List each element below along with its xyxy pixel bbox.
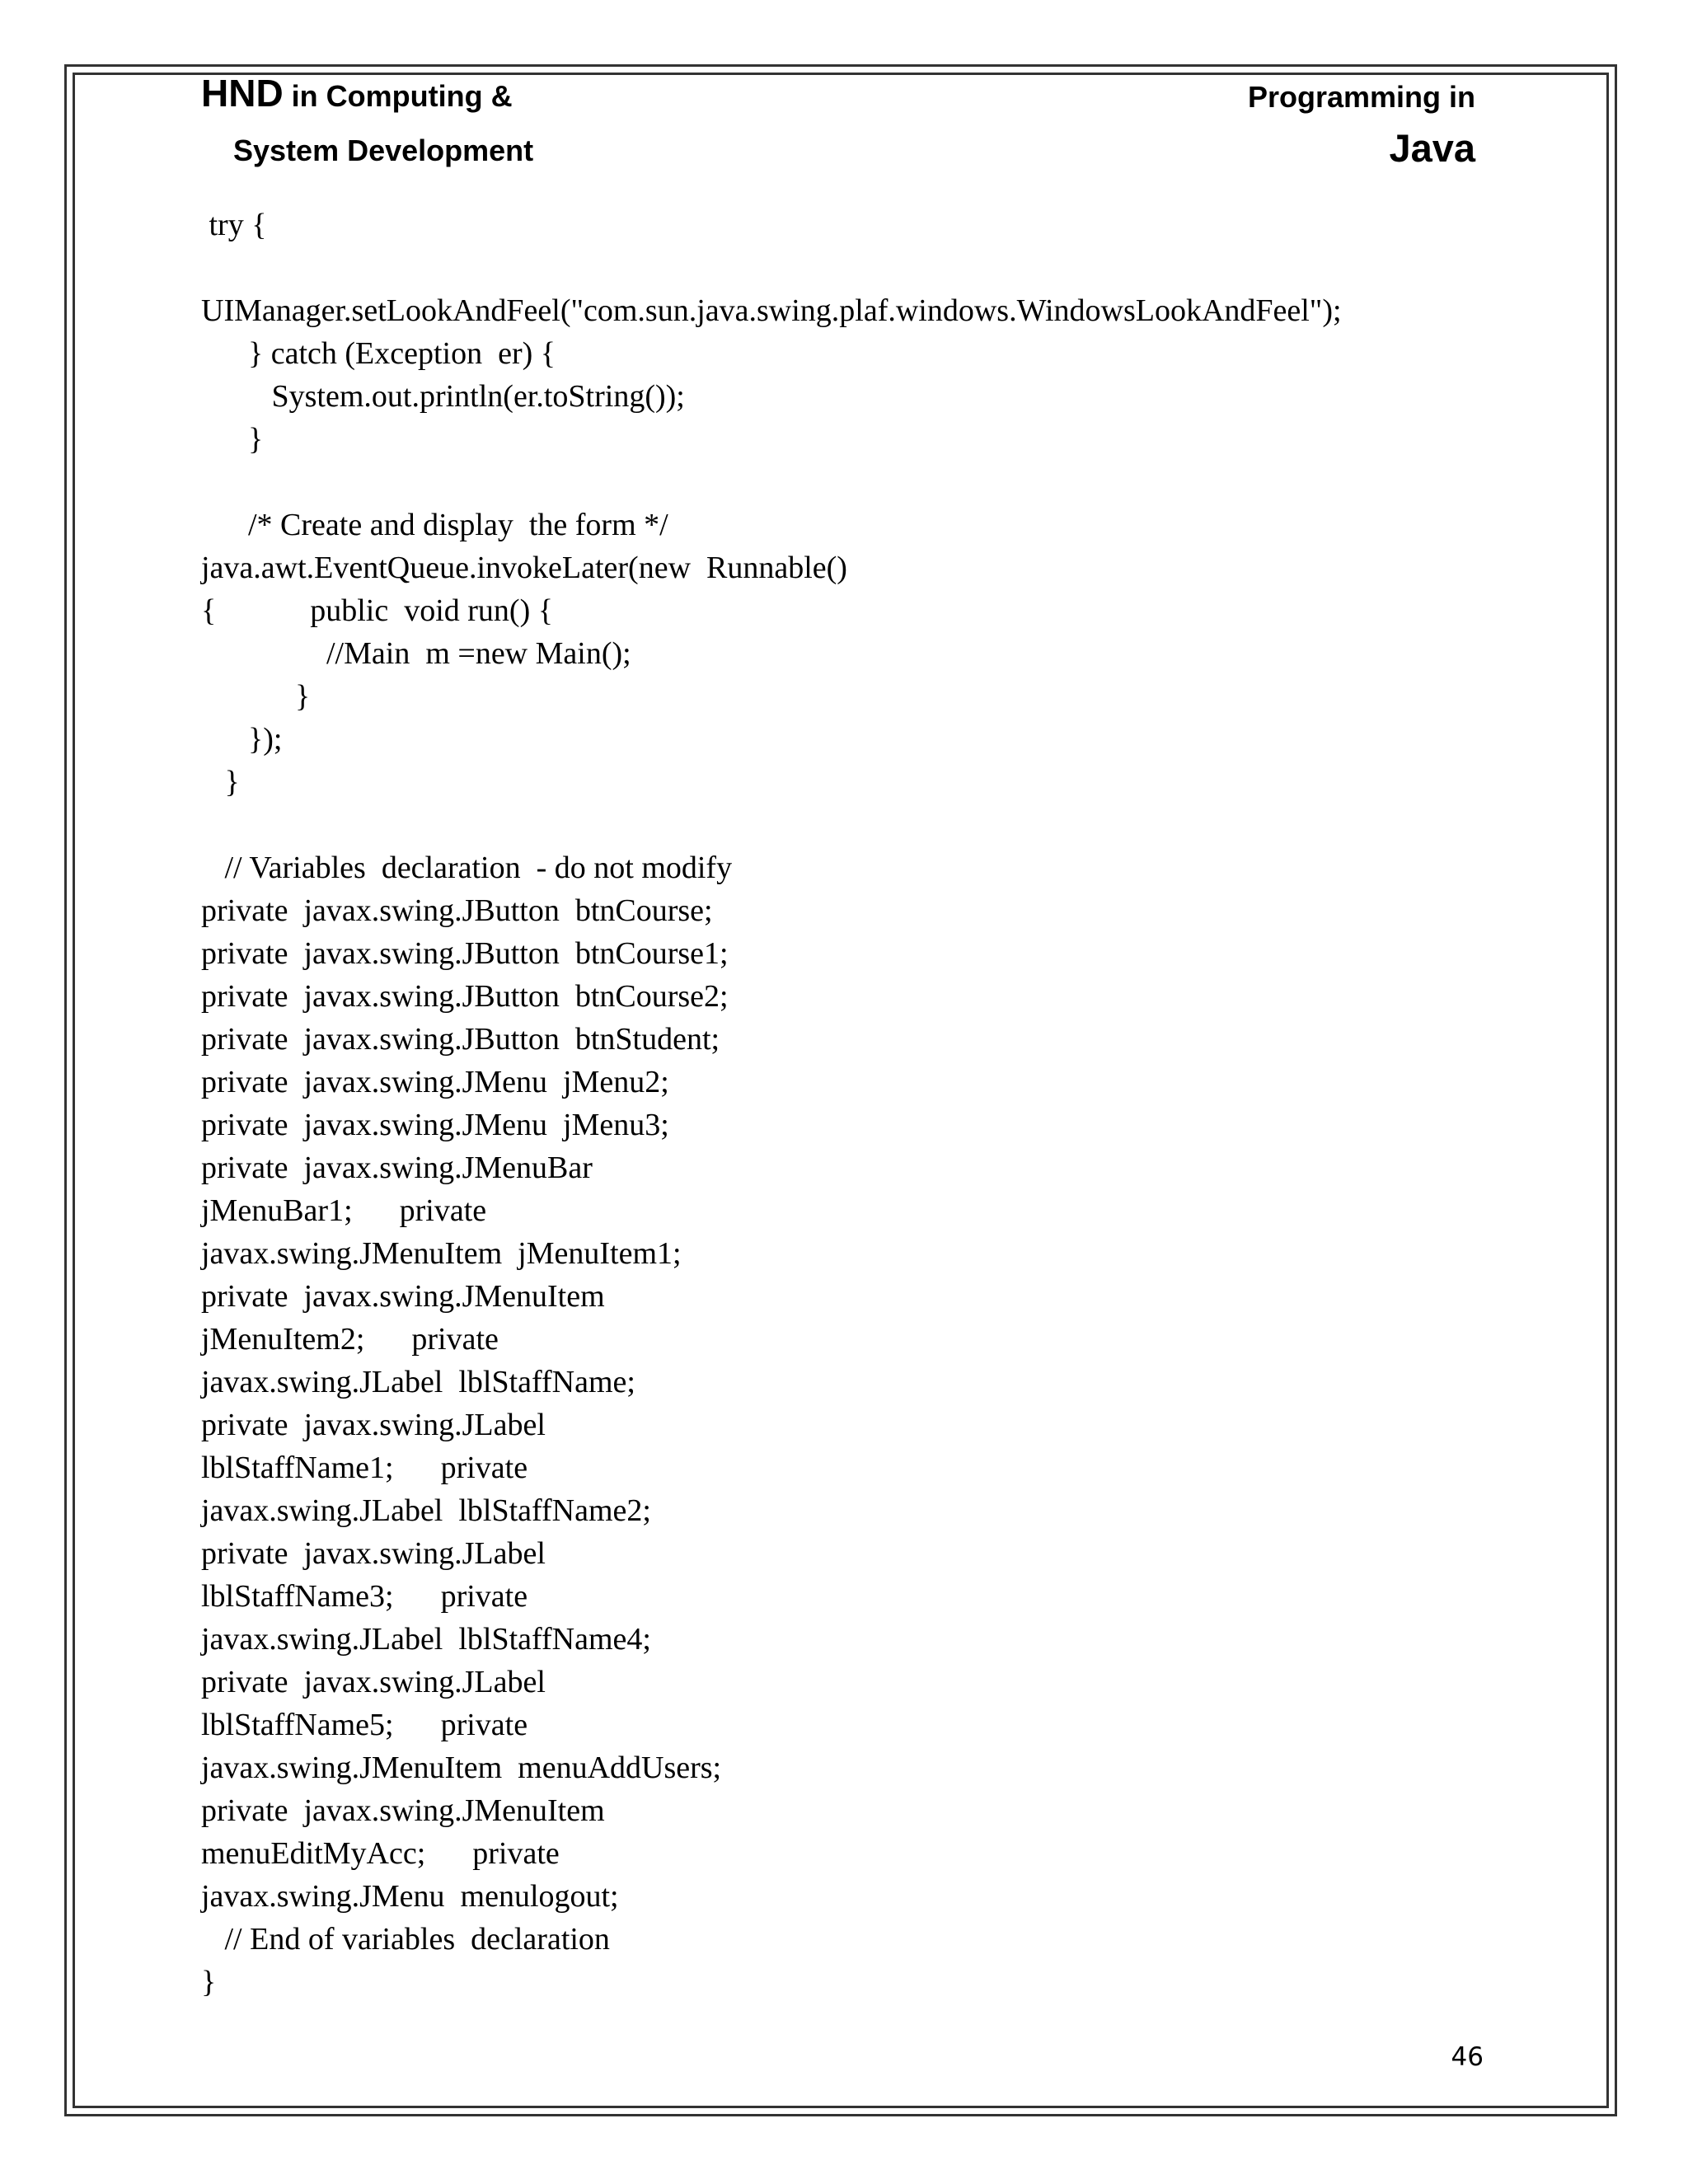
- code-line: System.out.println(er.toString());: [201, 379, 685, 414]
- code-line: }: [201, 765, 240, 799]
- code-line: });: [201, 722, 283, 757]
- code-line: }: [201, 679, 311, 714]
- header-programming-in: Programming in: [1247, 80, 1475, 114]
- code-line: /* Create and display the form */: [201, 508, 668, 542]
- code-line: // End of variables declaration: [201, 1922, 610, 1957]
- code-line: lblStaffName3; private: [201, 1579, 528, 1614]
- code-line: private javax.swing.JButton btnCourse;: [201, 893, 713, 928]
- code-line: javax.swing.JLabel lblStaffName2;: [201, 1493, 651, 1528]
- code-line: javax.swing.JMenuItem menuAddUsers;: [201, 1750, 722, 1785]
- header-system-development: System Development: [233, 134, 534, 167]
- code-line: UIManager.setLookAndFeel("com.sun.java.swing.plaf.windows.WindowsLookAndFeel");: [201, 293, 1342, 328]
- header-in-computing: in Computing &: [283, 79, 513, 113]
- code-line: javax.swing.JMenuItem jMenuItem1;: [201, 1236, 682, 1271]
- code-line: menuEditMyAcc; private: [201, 1836, 560, 1871]
- header-java: Java: [1389, 126, 1475, 170]
- code-line: lblStaffName5; private: [201, 1708, 528, 1742]
- code-line: java.awt.EventQueue.invokeLater(new Runnable(): [201, 551, 847, 585]
- header-hnd: HND: [201, 72, 284, 115]
- code-line: private javax.swing.JLabel: [201, 1408, 546, 1442]
- code-line: private javax.swing.JButton btnCourse2;: [201, 979, 729, 1014]
- code-line: // Variables declaration - do not modify: [201, 851, 733, 885]
- code-line: [201, 246, 1342, 289]
- code-line: private javax.swing.JMenu jMenu2;: [201, 1065, 669, 1099]
- code-line: private javax.swing.JButton btnStudent;: [201, 1022, 720, 1057]
- code-line: jMenuItem2; private: [201, 1322, 499, 1357]
- code-line: javax.swing.JLabel lblStaffName4;: [201, 1622, 651, 1657]
- code-line: { public void run() {: [201, 593, 553, 628]
- code-listing: [201, 204, 1342, 2004]
- code-line: jMenuBar1; private: [201, 1193, 487, 1228]
- code-line: //Main m =new Main();: [201, 636, 631, 671]
- code-line: private javax.swing.JMenu jMenu3;: [201, 1108, 669, 1142]
- code-line: try {: [201, 208, 267, 242]
- code-line: lblStaffName1; private: [201, 1451, 528, 1485]
- header-course-title: [201, 71, 513, 115]
- code-line: private javax.swing.JLabel: [201, 1665, 546, 1699]
- code-line: private javax.swing.JButton btnCourse1;: [201, 936, 729, 971]
- code-line: }: [201, 1965, 217, 1999]
- code-line: private javax.swing.JMenuItem: [201, 1279, 605, 1314]
- code-line: }: [201, 422, 264, 457]
- code-line: javax.swing.JLabel lblStaffName;: [201, 1365, 635, 1399]
- code-line: private javax.swing.JLabel: [201, 1536, 546, 1571]
- page-number: 46: [1451, 2042, 1484, 2072]
- code-line: [201, 461, 1342, 504]
- code-line: javax.swing.JMenu menulogout;: [201, 1879, 619, 1914]
- code-line: private javax.swing.JMenuItem: [201, 1793, 605, 1828]
- code-line: } catch (Exception er) {: [201, 336, 556, 371]
- code-line: private javax.swing.JMenuBar: [201, 1151, 593, 1185]
- code-line: [201, 804, 1342, 846]
